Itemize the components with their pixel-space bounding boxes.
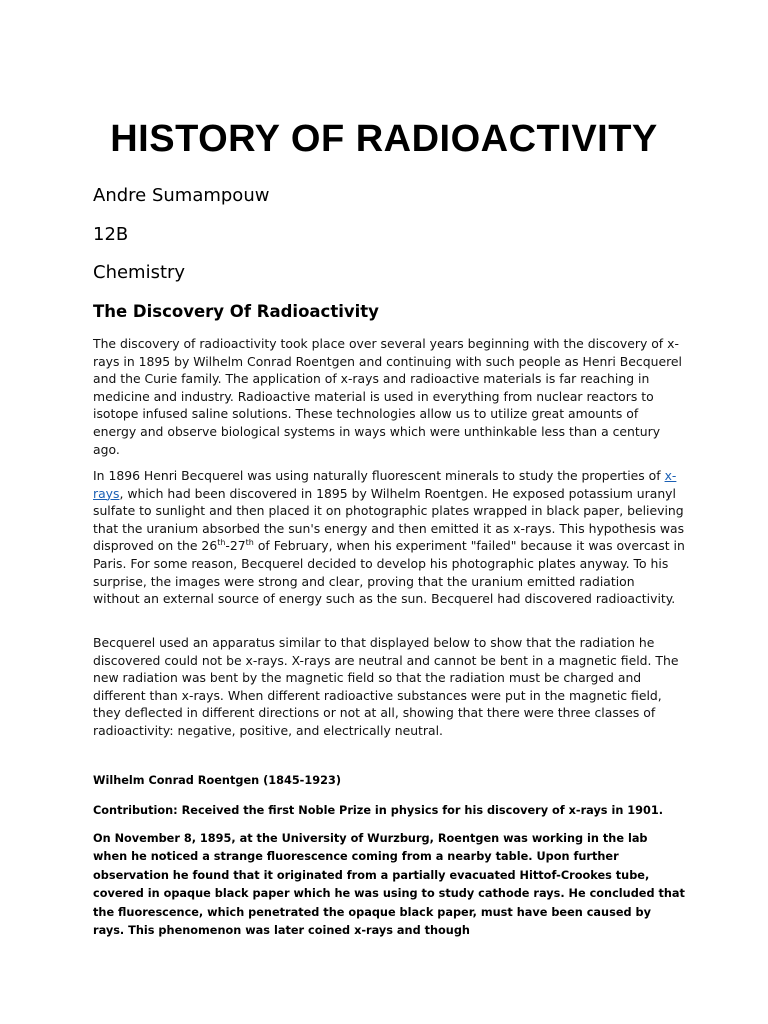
roentgen-paragraph: On November 8, 1895, at the University of Wurzburg, Roentgen was working in the lab when he noticed a strange fluorescence coming from a nearby table. Upon further observation he found that it originated from a partially evacuated Hittof-Crookes tube, covered in opaque black paper which he was using to study cathode rays. He concluded that the fluorescence, which penetrated the opaque black paper, must have been caused by rays. This phenomenon was later coined x-rays and though [93, 832, 685, 938]
paragraph-2-part2: , which had been discovered in 1895 by Wilhelm Roentgen. He exposed potassium uranyl sulfate to sunlight and then placed it on photographic plates wrapped in black paper, believing that the uranium absorbed the sun's energy and then emitted it as x-rays. This hypothesis was disproved on the 26 [93, 485, 685, 554]
superscript-th-1: th [217, 538, 226, 548]
superscript-th-2: th [245, 538, 254, 548]
paragraph-2-part3: of February, when his experiment "failed" because it was overcast in Paris. For some reason, Becquerel decided to develop his photographic plates anyway. To his surprise, the images were strong and clear, proving that the uranium emitted radiation without an external source of energy such as the sun. Becquerel had discovered radioactivity. [93, 538, 685, 607]
paragraph-1-text: The discovery of radioactivity took place over several years beginning with the discovery of x-rays in 1895 by Wilhelm Conrad Roentgen and continuing with such people as Henri Becquerel and the Curie family. The application of x-rays and radioactive materials is far reaching in medicine and industry. Radioactive material is used in everything from nuclear reactors to isotope infused saline solutions. These technologies allow us to utilize great amounts of energy and observe biological systems in ways which were unthinkable less than a century ago. [93, 336, 682, 457]
class-label: 12B [93, 224, 129, 245]
contribution-text: Contribution: Received the first Noble Prize in physics for his discovery of x-rays in 1901. [93, 804, 664, 817]
section-heading: The Discovery Of Radioactivity [93, 302, 379, 321]
roentgen-heading: Wilhelm Conrad Roentgen (1845-1923) [93, 774, 341, 787]
paragraph-1 [93, 335, 685, 458]
paragraph-3 [93, 634, 685, 740]
paragraph-2-text [93, 467, 685, 608]
document-title: HISTORY OF RADIOACTIVITY [110, 118, 658, 160]
date-dash: -27 [225, 538, 246, 554]
x-rays-link[interactable]: x-rays [93, 468, 677, 501]
author-name: Andre Sumampouw [93, 185, 270, 206]
subject-label: Chemistry [93, 262, 186, 283]
paragraph-3-text: Becquerel used an apparatus similar to that displayed below to show that the radiation he discovered could not be x-rays. X-rays are neutral and cannot be bent in a magnetic field. The new radiation was bent by the magnetic field so that the radiation must be charged and different than x-rays. When different radioactive substances were put in the magnetic field, they deflected in different directions or not at all, showing that there were three classes of radioactivity: negative, positive, and electrically neutral. [93, 635, 679, 738]
paragraph-2-part1: In 1896 Henri Becquerel was using naturally fluorescent minerals to study the properties of [93, 468, 665, 483]
paragraph-2 [93, 467, 685, 608]
